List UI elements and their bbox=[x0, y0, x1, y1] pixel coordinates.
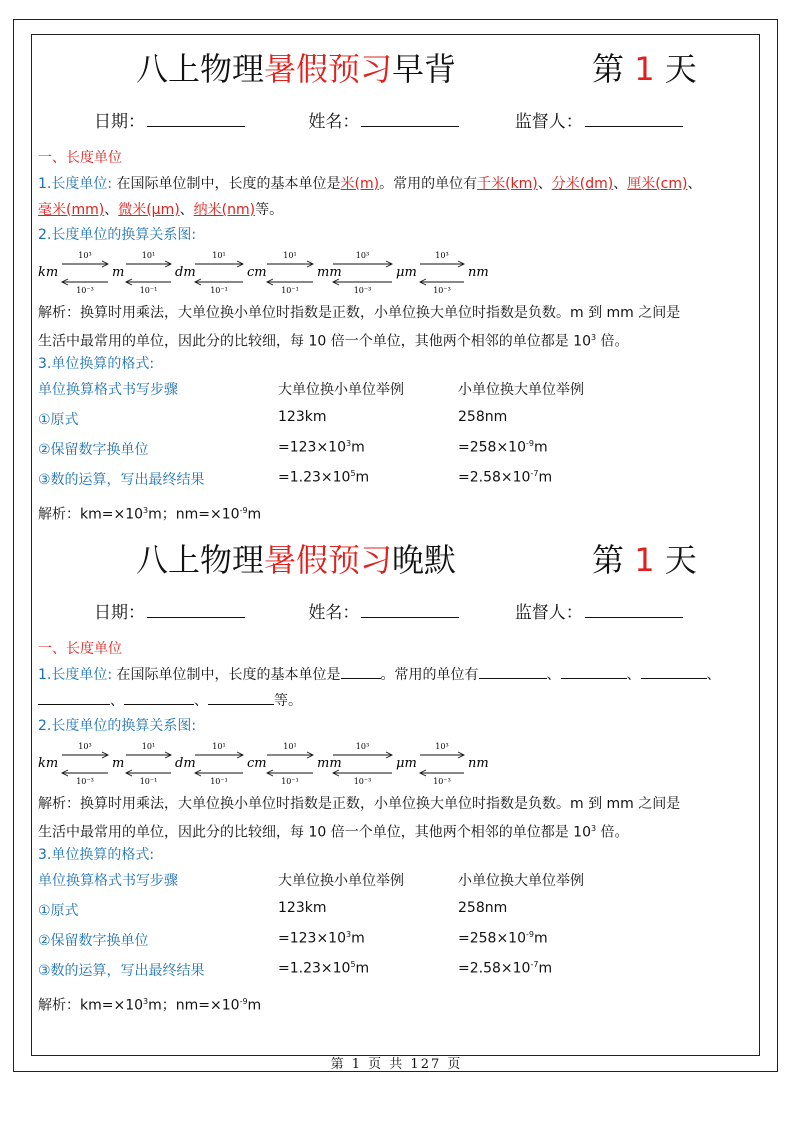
analysis2-sup2: -9 bbox=[239, 997, 248, 1006]
table-header-step: 单位换算格式书写步骤 bbox=[38, 382, 178, 398]
item1-line2 bbox=[38, 201, 283, 219]
answer-base-unit: 米(m) bbox=[340, 176, 380, 192]
sep: 、 bbox=[194, 693, 208, 709]
table-header-small: 小单位换大单位举例 bbox=[458, 873, 584, 889]
name-label: 姓名： bbox=[308, 112, 360, 132]
day-suffix: 天 bbox=[664, 541, 697, 579]
arrow-label-up: 10³ bbox=[355, 742, 370, 751]
sep: 、 bbox=[613, 176, 628, 192]
big-a: =1.23×10 bbox=[278, 960, 351, 977]
day-label bbox=[592, 44, 697, 90]
analysis-sup: 3 bbox=[590, 824, 597, 833]
analysis-line2 bbox=[38, 820, 629, 842]
diagram-arrow-pair bbox=[126, 251, 171, 294]
date-label: 日期： bbox=[94, 112, 145, 132]
name-label: 姓名： bbox=[308, 603, 360, 623]
analysis-line2-text: 生活中最常用的单位，因此分的比较细，每 10 倍一个单位，其他两个相邻的单位都是 10 bbox=[38, 333, 591, 350]
meta-row bbox=[94, 107, 683, 132]
arrow-left bbox=[420, 770, 464, 776]
table-row-big bbox=[278, 960, 369, 977]
arrow-label-up: 10¹ bbox=[212, 742, 226, 751]
big-sup: 5 bbox=[350, 469, 356, 478]
analysis2 bbox=[38, 993, 261, 1015]
diagram-unit: cm bbox=[247, 756, 267, 771]
analysis2-c: m bbox=[247, 506, 262, 523]
arrow-right bbox=[195, 752, 243, 758]
arrow-label-down: 10⁻¹ bbox=[210, 777, 228, 785]
table-row-step: ①原式 bbox=[38, 412, 79, 428]
small-a: =2.58×10 bbox=[458, 469, 531, 486]
diagram-unit: mm bbox=[317, 265, 342, 280]
arrow-right bbox=[420, 261, 464, 267]
sep: 、 bbox=[706, 667, 721, 683]
item3-label: 3.单位换算的格式: bbox=[38, 847, 155, 863]
diagram-arrow-pair bbox=[420, 742, 464, 785]
analysis2-sup1: 3 bbox=[143, 506, 149, 515]
page-title bbox=[136, 44, 697, 90]
arrow-label-up: 10¹ bbox=[212, 251, 226, 260]
diagram-unit: nm bbox=[468, 756, 489, 771]
analysis-sup: 3 bbox=[590, 333, 597, 342]
arrow-label-down: 10⁻¹ bbox=[210, 286, 228, 294]
sep: 、 bbox=[546, 667, 561, 683]
analysis2-a: 解析：km=×10 bbox=[38, 997, 144, 1014]
table-row-small bbox=[458, 439, 548, 456]
format-table bbox=[38, 379, 638, 499]
table-row-big bbox=[278, 900, 326, 916]
diagram-arrow-pair bbox=[62, 251, 108, 294]
analysis-line2-text: 生活中最常用的单位，因此分的比较细，每 10 倍一个单位，其他两个相邻的单位都是 10 bbox=[38, 824, 591, 841]
conversion-diagram bbox=[38, 248, 508, 294]
item2-label: 2.长度单位的换算关系图: bbox=[38, 718, 197, 734]
table-row-step: ③数的运算，写出最终结果 bbox=[38, 472, 205, 488]
small-sup: -7 bbox=[530, 960, 539, 969]
big-b: m bbox=[355, 960, 370, 977]
big-sup: 3 bbox=[346, 439, 352, 448]
arrow-left bbox=[62, 770, 108, 776]
table-header-step: 单位换算格式书写步骤 bbox=[38, 873, 178, 889]
sep: 、 bbox=[104, 202, 119, 218]
table-row-small bbox=[458, 960, 552, 977]
supervisor-field[interactable] bbox=[585, 601, 683, 618]
page-footer: 第 1 页 共 127 页 bbox=[330, 1057, 463, 1072]
day-label bbox=[592, 535, 697, 581]
supervisor-field[interactable] bbox=[585, 110, 683, 127]
blank-unit-4[interactable] bbox=[38, 692, 110, 705]
arrow-right bbox=[333, 752, 392, 758]
date-field[interactable] bbox=[147, 601, 245, 618]
title-prefix: 八上物理 bbox=[136, 50, 265, 88]
sep: 、 bbox=[687, 176, 702, 192]
page-title bbox=[136, 535, 697, 581]
arrow-left bbox=[333, 279, 392, 285]
arrow-label-down: 10⁻¹ bbox=[139, 777, 158, 785]
answer-cm: 厘米(cm) bbox=[627, 176, 688, 192]
name-field[interactable] bbox=[361, 110, 459, 127]
diagram-unit: mm bbox=[317, 756, 342, 771]
big-a: 123km bbox=[278, 900, 327, 916]
table-header-big: 大单位换小单位举例 bbox=[278, 873, 404, 889]
title-suffix: 早背 bbox=[392, 50, 457, 88]
title-highlight: 暑假预习 bbox=[264, 541, 393, 579]
big-sup: 3 bbox=[346, 930, 352, 939]
arrow-label-down: 10⁻¹ bbox=[139, 286, 158, 294]
supervisor-label: 监督人： bbox=[514, 603, 583, 623]
diagram-unit: dm bbox=[175, 265, 196, 280]
blank-unit-6[interactable] bbox=[208, 692, 274, 705]
analysis2-b: m；nm=×10 bbox=[148, 997, 240, 1014]
arrow-right bbox=[62, 261, 108, 267]
table-row-small bbox=[458, 930, 548, 947]
sep: 、 bbox=[537, 176, 552, 192]
arrow-label-down: 10⁻³ bbox=[353, 286, 372, 294]
heading-length-unit: 一、长度单位 bbox=[38, 641, 122, 657]
arrow-label-up: 10¹ bbox=[141, 251, 156, 260]
arrow-label-down: 10⁻³ bbox=[353, 777, 372, 785]
diagram-arrow-pair bbox=[267, 742, 313, 785]
small-sup: -9 bbox=[526, 930, 534, 939]
diagram-arrow-pair bbox=[333, 251, 392, 294]
analysis2-sup1: 3 bbox=[143, 997, 149, 1006]
diagram-arrow-pair bbox=[267, 251, 313, 294]
date-field[interactable] bbox=[147, 110, 245, 127]
day-suffix: 天 bbox=[664, 50, 697, 88]
big-b: m bbox=[351, 439, 365, 456]
diagram-unit: dm bbox=[175, 756, 196, 771]
item1-text-a: 在国际单位制中，长度的基本单位是 bbox=[112, 176, 341, 192]
item1-line bbox=[38, 666, 721, 684]
blank-base-unit[interactable] bbox=[341, 666, 381, 679]
arrow-left bbox=[195, 770, 243, 776]
big-b: m bbox=[355, 469, 370, 486]
format-table bbox=[38, 870, 638, 990]
diagram-unit: μm bbox=[396, 756, 417, 771]
arrow-label-up: 10³ bbox=[435, 251, 449, 260]
name-field[interactable] bbox=[361, 601, 459, 618]
item1-text-a: 在国际单位制中，长度的基本单位是 bbox=[112, 667, 341, 683]
arrow-left bbox=[126, 770, 171, 776]
table-row-step: ②保留数字换单位 bbox=[38, 442, 149, 458]
sep: 、 bbox=[110, 693, 124, 709]
table-row-step: ①原式 bbox=[38, 903, 79, 919]
big-a: =1.23×10 bbox=[278, 469, 351, 486]
analysis-line2 bbox=[38, 329, 629, 351]
item1-text-b: 。常用的单位有 bbox=[380, 667, 479, 683]
arrow-label-down: 10⁻³ bbox=[76, 777, 94, 785]
arrow-left bbox=[62, 279, 108, 285]
date-label: 日期： bbox=[94, 603, 145, 623]
small-a: =258×10 bbox=[458, 439, 526, 456]
item2-label: 2.长度单位的换算关系图: bbox=[38, 227, 197, 243]
table-row-big bbox=[278, 439, 365, 456]
big-sup: 5 bbox=[350, 960, 356, 969]
diagram-unit: km bbox=[38, 265, 59, 280]
analysis2-sup2: -9 bbox=[239, 506, 248, 515]
item1-text-b: 。常用的单位有 bbox=[379, 176, 478, 192]
table-row-big bbox=[278, 930, 365, 947]
small-a: 258nm bbox=[458, 900, 508, 916]
small-sup: -9 bbox=[526, 439, 534, 448]
arrow-label-down: 10⁻¹ bbox=[281, 777, 299, 785]
answer-nm: 纳米(nm) bbox=[193, 202, 256, 218]
big-a: 123km bbox=[278, 409, 327, 425]
arrow-left bbox=[195, 279, 243, 285]
item1-end: 等。 bbox=[274, 693, 302, 709]
arrow-label-up: 10¹ bbox=[283, 742, 297, 751]
small-a: =2.58×10 bbox=[458, 960, 531, 977]
diagram-arrow-pair bbox=[420, 251, 464, 294]
arrow-label-down: 10⁻³ bbox=[76, 286, 94, 294]
diagram-arrow-pair bbox=[333, 742, 392, 785]
analysis-line1: 解析：换算时用乘法，大单位换小单位时指数是正数，小单位换大单位时指数是负数。m 到 mm 之间是 bbox=[38, 796, 681, 812]
diagram-unit: cm bbox=[247, 265, 267, 280]
day-prefix: 第 bbox=[592, 50, 625, 88]
title-highlight: 暑假预习 bbox=[264, 50, 393, 88]
diagram-arrow-pair bbox=[126, 742, 171, 785]
arrow-label-up: 10³ bbox=[435, 742, 449, 751]
blank-unit-3[interactable] bbox=[641, 666, 707, 679]
arrow-left bbox=[333, 770, 392, 776]
arrow-left bbox=[420, 279, 464, 285]
table-row-big bbox=[278, 409, 326, 425]
small-sup: -7 bbox=[530, 469, 539, 478]
arrow-label-up: 10³ bbox=[78, 742, 92, 751]
analysis-line1: 解析：换算时用乘法，大单位换小单位时指数是正数，小单位换大单位时指数是负数。m 到 mm 之间是 bbox=[38, 305, 681, 321]
analysis2-a: 解析：km=×10 bbox=[38, 506, 144, 523]
diagram-unit: m bbox=[112, 265, 125, 280]
diagram-unit: μm bbox=[396, 265, 417, 280]
arrow-label-up: 10¹ bbox=[283, 251, 297, 260]
table-row-big bbox=[278, 469, 369, 486]
item1-label: 1.长度单位: bbox=[38, 176, 113, 192]
item1-label: 1.长度单位: bbox=[38, 667, 113, 683]
arrow-right bbox=[126, 752, 171, 758]
table-row-step: ③数的运算，写出最终结果 bbox=[38, 963, 205, 979]
small-b: m bbox=[533, 439, 548, 456]
blank-unit-5[interactable] bbox=[124, 692, 194, 705]
arrow-label-down: 10⁻¹ bbox=[281, 286, 299, 294]
small-b: m bbox=[538, 960, 553, 977]
item3-label: 3.单位换算的格式: bbox=[38, 356, 155, 372]
big-a: =123×10 bbox=[278, 439, 346, 456]
arrow-left bbox=[267, 770, 313, 776]
arrow-label-up: 10³ bbox=[78, 251, 92, 260]
meta-row bbox=[94, 598, 683, 623]
diagram-unit: km bbox=[38, 756, 59, 771]
section-evening bbox=[38, 535, 760, 1025]
answer-um: 微米(μm) bbox=[118, 202, 180, 218]
analysis-line2-end: 倍。 bbox=[596, 824, 629, 841]
section-morning bbox=[38, 44, 760, 534]
table-header-big: 大单位换小单位举例 bbox=[278, 382, 404, 398]
answer-dm: 分米(dm) bbox=[551, 176, 614, 192]
small-b: m bbox=[533, 930, 548, 947]
big-b: m bbox=[351, 930, 365, 947]
day-number: 1 bbox=[634, 50, 655, 88]
analysis2-b: m；nm=×10 bbox=[148, 506, 240, 523]
blank-unit-1[interactable] bbox=[479, 666, 547, 679]
diagram-arrow-pair bbox=[195, 742, 243, 785]
diagram-unit: nm bbox=[468, 265, 489, 280]
table-row-small bbox=[458, 900, 507, 916]
item1-line bbox=[38, 175, 701, 193]
diagram-arrow-pair bbox=[62, 742, 108, 785]
analysis2 bbox=[38, 502, 261, 524]
analysis2-c: m bbox=[247, 997, 262, 1014]
sep: 、 bbox=[626, 667, 641, 683]
table-header-small: 小单位换大单位举例 bbox=[458, 382, 584, 398]
arrow-right bbox=[420, 752, 464, 758]
title-prefix: 八上物理 bbox=[136, 541, 265, 579]
heading-length-unit: 一、长度单位 bbox=[38, 150, 122, 166]
conversion-diagram bbox=[38, 739, 508, 785]
diagram-arrow-pair bbox=[195, 251, 243, 294]
answer-km: 千米(km) bbox=[477, 176, 538, 192]
arrow-right bbox=[333, 261, 392, 267]
title-suffix: 晚默 bbox=[392, 541, 457, 579]
table-row-small bbox=[458, 469, 552, 486]
arrow-label-down: 10⁻³ bbox=[433, 777, 451, 785]
arrow-label-up: 10³ bbox=[355, 251, 370, 260]
big-a: =123×10 bbox=[278, 930, 346, 947]
arrow-label-down: 10⁻³ bbox=[433, 286, 451, 294]
table-row-step: ②保留数字换单位 bbox=[38, 933, 149, 949]
small-a: =258×10 bbox=[458, 930, 526, 947]
arrow-left bbox=[267, 279, 313, 285]
day-number: 1 bbox=[634, 541, 655, 579]
arrow-left bbox=[126, 279, 171, 285]
arrow-right bbox=[267, 752, 313, 758]
answer-mm: 毫米(mm) bbox=[38, 202, 105, 218]
arrow-right bbox=[267, 261, 313, 267]
arrow-right bbox=[126, 261, 171, 267]
sep: 、 bbox=[179, 202, 194, 218]
item1-end: 等。 bbox=[255, 202, 284, 218]
arrow-right bbox=[62, 752, 108, 758]
item1-line2 bbox=[38, 692, 302, 710]
arrow-right bbox=[195, 261, 243, 267]
analysis-line2-end: 倍。 bbox=[596, 333, 629, 350]
table-row-small bbox=[458, 409, 507, 425]
day-prefix: 第 bbox=[592, 541, 625, 579]
blank-unit-2[interactable] bbox=[561, 666, 627, 679]
diagram-unit: m bbox=[112, 756, 125, 771]
arrow-label-up: 10¹ bbox=[141, 742, 156, 751]
small-a: 258nm bbox=[458, 409, 508, 425]
small-b: m bbox=[538, 469, 553, 486]
supervisor-label: 监督人： bbox=[514, 112, 583, 132]
